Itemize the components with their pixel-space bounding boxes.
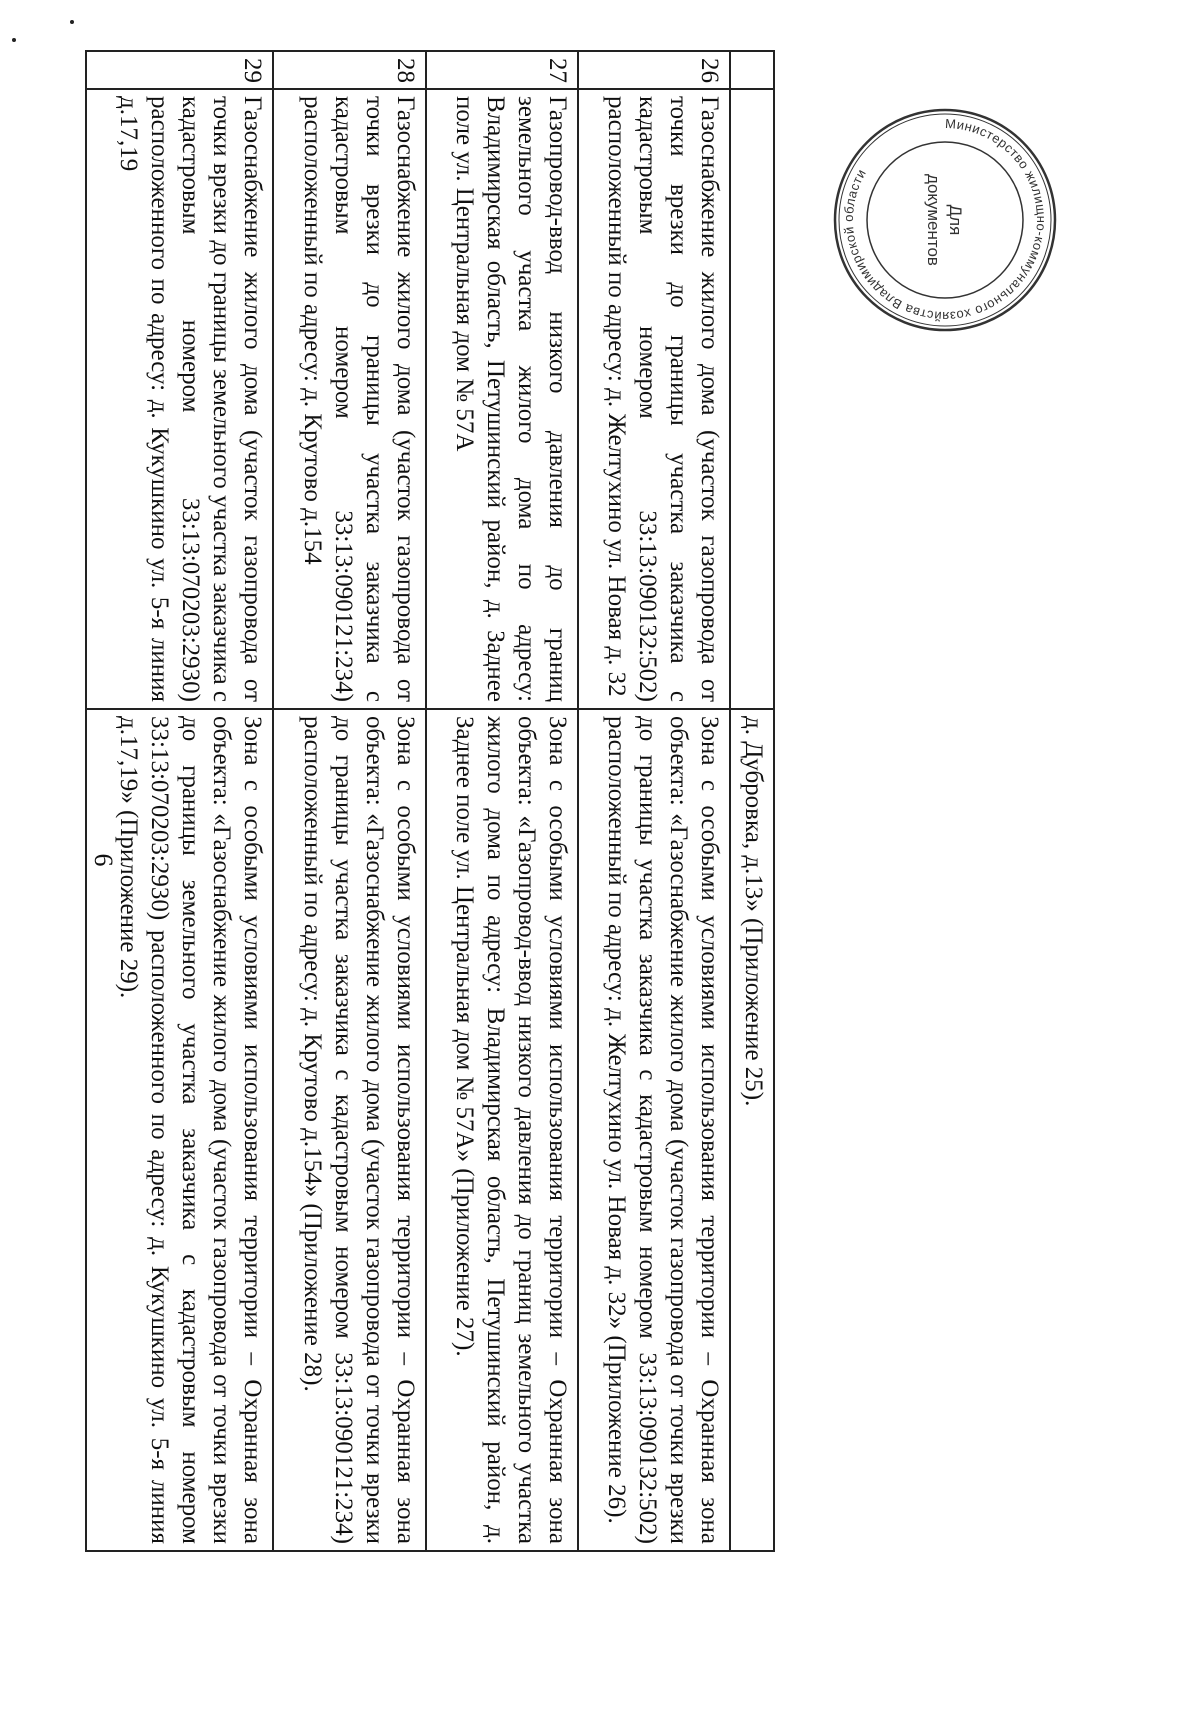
rotated-table-container bbox=[85, 50, 775, 1550]
zones-table bbox=[85, 50, 775, 1552]
object-description: Газопровод-ввод низкого давления до границ земельного участка жилого дома по адресу: Владимирская область, Петушинский район, д. Заднее поле ул. Центральная дом № 57А bbox=[426, 89, 578, 709]
table-row bbox=[426, 51, 578, 1551]
object-description: Газоснабжение жилого дома (участок газопровода от точки врезки до границы земельного участка заказчика с кадастровым номером 33:13:070203:2930) расположенного по адресу: д. Кукушкино ул. 5-я линия д.17,19 bbox=[86, 89, 273, 709]
stamp-ring-text: Министерство жилищно-коммунального хозяйства Владимирской области bbox=[840, 115, 1050, 325]
object-description: Газоснабжение жилого дома (участок газопровода от точки врезки до границы участка заказчика с кадастровым номером 33:13:090132:502) расположенный по адресу: д. Желтухино ул. Новая д. 32 bbox=[578, 89, 730, 709]
table-row bbox=[273, 51, 425, 1551]
cell-object bbox=[730, 89, 774, 709]
scan-speck bbox=[70, 20, 74, 24]
official-stamp bbox=[830, 105, 1060, 335]
object-description: Газоснабжение жилого дома (участок газопровода от точки врезки до границы участка заказчика с кадастровым номером 33:13:090121:234) расположенный по адресу: д. Крутово д.154 bbox=[273, 89, 425, 709]
row-number: 28 bbox=[273, 51, 425, 89]
scan-speck bbox=[12, 38, 16, 42]
table-row bbox=[86, 51, 273, 1551]
table-row bbox=[578, 51, 730, 1551]
table-row bbox=[730, 51, 774, 1551]
cell-zone: д. Дубровка, д.13» (Приложение 25). bbox=[730, 709, 774, 1551]
row-number: 26 bbox=[578, 51, 730, 89]
zone-description: Зона с особыми условиями использования территории – Охранная зона объекта: «Газопровод-ввод низкого давления до границ земельного участка жилого дома по адресу: Владимирская область, Петушинский район, д. Заднее поле ул. Центральная дом № 57А» (Приложение 27). bbox=[426, 709, 578, 1551]
stamp-center-text: Для bbox=[946, 204, 965, 236]
zone-description: Зона с особыми условиями использования территории – Охранная зона объекта: «Газоснабжение жилого дома (участок газопровода от точки врезки до границы земельного участка заказчика с кадастровым номером 33:13:070203:2930) расположенного по адресу: д. Кукушкино ул. 5-я линия д.17,19» (Приложение 29). bbox=[86, 709, 273, 1551]
row-number: 27 bbox=[426, 51, 578, 89]
zone-description: Зона с особыми условиями использования территории – Охранная зона объекта: «Газоснабжение жилого дома (участок газопровода от точки врезки до границы участка заказчика с кадастровым номером 33:13:090121:234) расположенный по адресу: д. Крутово д.154» (Приложение 28). bbox=[273, 709, 425, 1551]
svg-text:Министерство жилищно-коммуналь bbox=[841, 116, 1049, 324]
zone-description: Зона с особыми условиями использования территории – Охранная зона объекта: «Газоснабжение жилого дома (участок газопровода от точки врезки до границы участка заказчика с кадастровым номером 33:13:090132:502) расположенный по адресу: д. Желтухино ул. Новая д. 32» (Приложение 26). bbox=[578, 709, 730, 1551]
row-number: 29 bbox=[86, 51, 273, 89]
page-number: 6 bbox=[89, 853, 118, 867]
stamp-center-text: документов bbox=[924, 174, 943, 266]
cell-num bbox=[730, 51, 774, 89]
